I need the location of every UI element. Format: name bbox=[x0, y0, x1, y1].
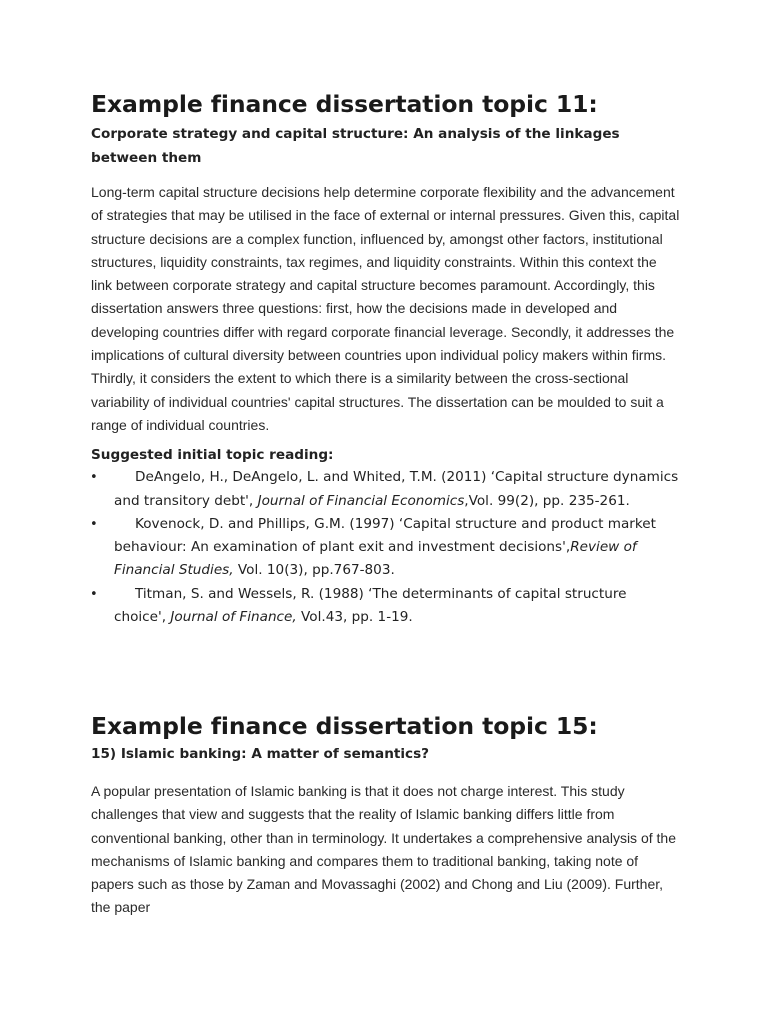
reference-item bbox=[91, 513, 681, 583]
topic-15-body: A popular presentation of Islamic banking is that it does not charge interest. This study challenges that view and suggests that the reality of Islamic banking differs little from conventional banking, other than in terminology. It undertakes a comprehensive analysis of the mechanisms of Islamic banking and compares them to traditional banking, taking note of papers such as those by Zaman and Movassaghi (2002) and Chong and Liu (2009). Further, the paper bbox=[91, 783, 676, 916]
reference-journal: Review of Financial Studies, bbox=[114, 539, 637, 579]
reference-volume: Vol. 10(3), pp.767-803. bbox=[233, 562, 395, 579]
reference-journal: Journal of Financial Economics bbox=[257, 492, 465, 509]
topic-11-title: Example finance dissertation topic 11: bbox=[91, 90, 598, 118]
reference-volume: ,Vol. 99(2), pp. 235-261. bbox=[464, 492, 630, 509]
reference-citation: Titman, S. and Wessels, R. (1988) ‘The determinants of capital structure choice', bbox=[114, 585, 627, 626]
reference-list bbox=[91, 466, 681, 629]
suggested-reading-heading: Suggested initial topic reading: bbox=[91, 447, 334, 464]
topic-11-body: Long-term capital structure decisions help determine corporate flexibility and the advancement of strategies that may be utilised in the face of external or internal pressures. Given this, capital structure decisions are a complex function, influenced by, amongst other factors, institutional structures, liquidity constraints, tax regimes, and liquidity constraints. Within this context the link between corporate strategy and capital structure becomes paramount. Accordingly, this dissertation answers three questions: first, how the decisions made in developed and developing countries differ with regard corporate financial leverage. Secondly, it addresses the implications of cultural diversity between countries upon individual policy makers within firms. Thirdly, it considers the extent to which there is a similarity between the cross-sectional variability of individual countries' capital structures. The dissertation can be moulded to suit a range of individual countries. bbox=[91, 184, 680, 433]
topic-11-section bbox=[91, 89, 681, 629]
topic-15-title: Example finance dissertation topic 15: bbox=[91, 712, 598, 740]
reference-item bbox=[91, 583, 681, 630]
reference-volume: Vol.43, pp. 1-19. bbox=[296, 609, 413, 626]
bullet-icon: • bbox=[90, 586, 98, 602]
topic-11-subtitle: Corporate strategy and capital structure: An analysis of the linkages between them bbox=[91, 126, 620, 166]
reference-citation: DeAngelo, H., DeAngelo, L. and Whited, T.M. (2011) ‘Capital structure dynamics and transitory debt', bbox=[114, 469, 679, 509]
bullet-icon: • bbox=[90, 516, 98, 532]
topic-15-section bbox=[91, 711, 681, 920]
reference-journal: Journal of Finance, bbox=[170, 609, 297, 626]
bullet-icon: • bbox=[90, 470, 98, 486]
reference-citation: Kovenock, D. and Phillips, G.M. (1997) ‘Capital structure and product market behaviour: An examination of plant exit and investment decisions', bbox=[114, 515, 656, 556]
reference-item bbox=[91, 466, 681, 513]
topic-15-subtitle: 15) Islamic banking: A matter of semantics? bbox=[91, 746, 430, 762]
